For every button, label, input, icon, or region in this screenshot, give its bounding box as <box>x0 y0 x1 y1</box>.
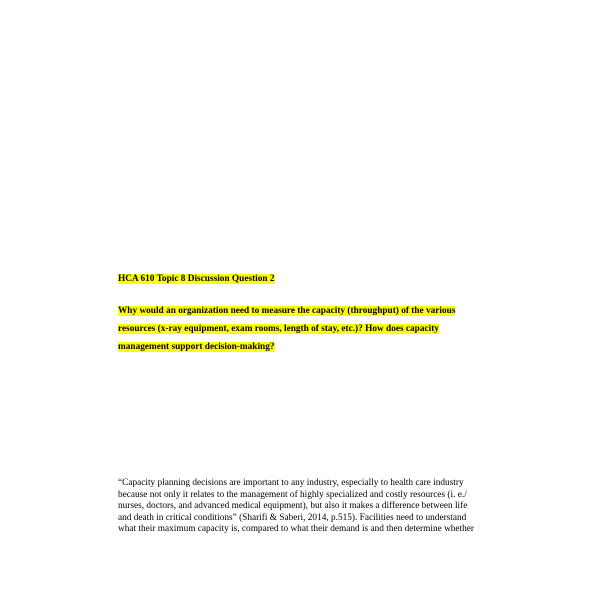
document-content <box>118 268 482 536</box>
body-paragraph <box>118 478 482 536</box>
body-line-5: what their maximum capacity is, compared to what their demand is and then determine whether <box>118 524 475 535</box>
body-line-3: nurses, doctors, and advanced medical equipment), but also it makes a difference between life <box>118 501 468 512</box>
body-line-4: and death in critical conditions” (Sharifi & Saberi, 2014, p.515). Facilities need to understand <box>118 512 467 523</box>
document-heading <box>118 268 482 286</box>
body-line-2: because not only it relates to the management of highly specialized and costly resources (i. e./ <box>118 489 467 500</box>
question-line-1: Why would an organization need to measure the capacity (throughput) of the various <box>118 306 456 316</box>
body-line-1: “Capacity planning decisions are important to any industry, especially to health care industry <box>118 478 464 488</box>
content-spacer <box>118 354 482 478</box>
question-line-3: management support decision-making? <box>118 342 275 352</box>
discussion-question <box>118 300 482 354</box>
heading-text: HCA 610 Topic 8 Discussion Question 2 <box>118 274 275 284</box>
question-line-2: resources (x-ray equipment, exam rooms, length of stay, etc.)? How does capacity <box>118 324 439 334</box>
